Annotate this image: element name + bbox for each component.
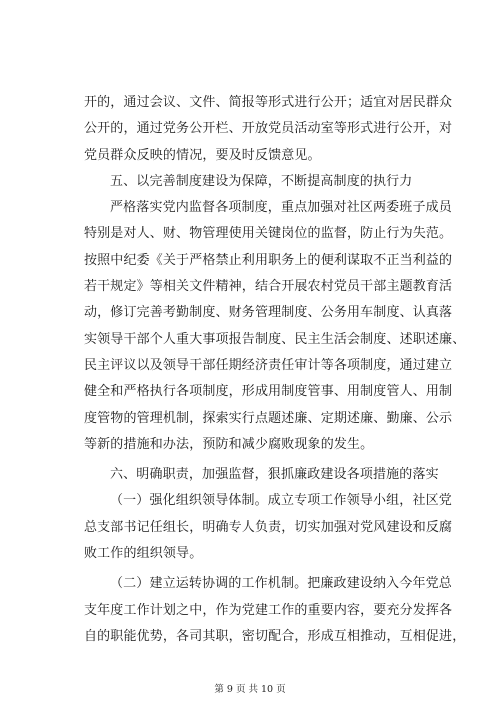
page-number-footer: 第 9 页 共 10 页 xyxy=(214,684,286,695)
text-line-20: 支年度工作计划之中，作为党建工作的重要内容，要充分发挥各 xyxy=(84,602,453,618)
text-line-3: 党员群众反映的情况，要及时反馈意见。 xyxy=(84,147,321,163)
text-line-2: 公开的，通过党务公开栏、开放党员活动室等形式进行公开，对 xyxy=(84,121,453,137)
section-heading-6: 六、明确职责，加强监督，狠抓廉政建设各项措施的落实 xyxy=(110,467,439,483)
text-line-10: 实领导干部个人重大事项报告制度、民主生活会制度、述职述廉、 xyxy=(84,331,466,347)
text-line-11: 民主评议以及领导干部任期经济责任审计等各项制度，通过建立 xyxy=(84,357,453,373)
text-line-13: 度管物的管理机制，探索实行点题述廉、定期述廉、勤廉、公示 xyxy=(84,410,453,426)
text-line-9: 动，修订完善考勤制度、财务管理制度、公务用车制度、认真落 xyxy=(84,305,453,321)
text-line-12: 健全和严格执行各项制度，形成用制度管事、用制度管人、用制 xyxy=(84,384,453,400)
section-heading-5: 五、以完善制度建设为保障，不断提高制度的执行力 xyxy=(110,173,413,189)
text-line-1: 开的，通过会议、文件、简报等形式进行公开；适宜对居民群众 xyxy=(84,95,453,110)
text-line-21: 自的职能优势，各司其职，密切配合，形成互相推动，互相促进， xyxy=(84,628,466,644)
text-line-6: 特别是对人、财、物管理使用关键岗位的监督，防止行为失范。 xyxy=(84,226,453,242)
body-text xyxy=(84,90,466,650)
text-line-19: （二）建立运转协调的工作机制。把廉政建设纳入今年党总 xyxy=(110,576,452,592)
text-line-14: 等新的措施和办法，预防和减少腐败现象的发生。 xyxy=(84,436,374,452)
text-line-17: 总支部书记任组长，明确专人负责，切实加强对党风建设和反腐 xyxy=(84,519,453,535)
text-line-5: 严格落实党内监督各项制度，重点加强对社区两委班子成员 xyxy=(110,200,452,216)
text-line-7: 按照中纪委《关于严格禁止利用职务上的便利谋取不正当利益的 xyxy=(84,252,453,268)
text-line-8: 若干规定》等相关文件精神，结合开展农村党员干部主题教育活 xyxy=(84,279,453,295)
text-line-18: 败工作的组织领导。 xyxy=(84,546,203,562)
text-line-16: （一）强化组织领导体制。成立专项工作领导小组，社区党 xyxy=(110,493,452,509)
